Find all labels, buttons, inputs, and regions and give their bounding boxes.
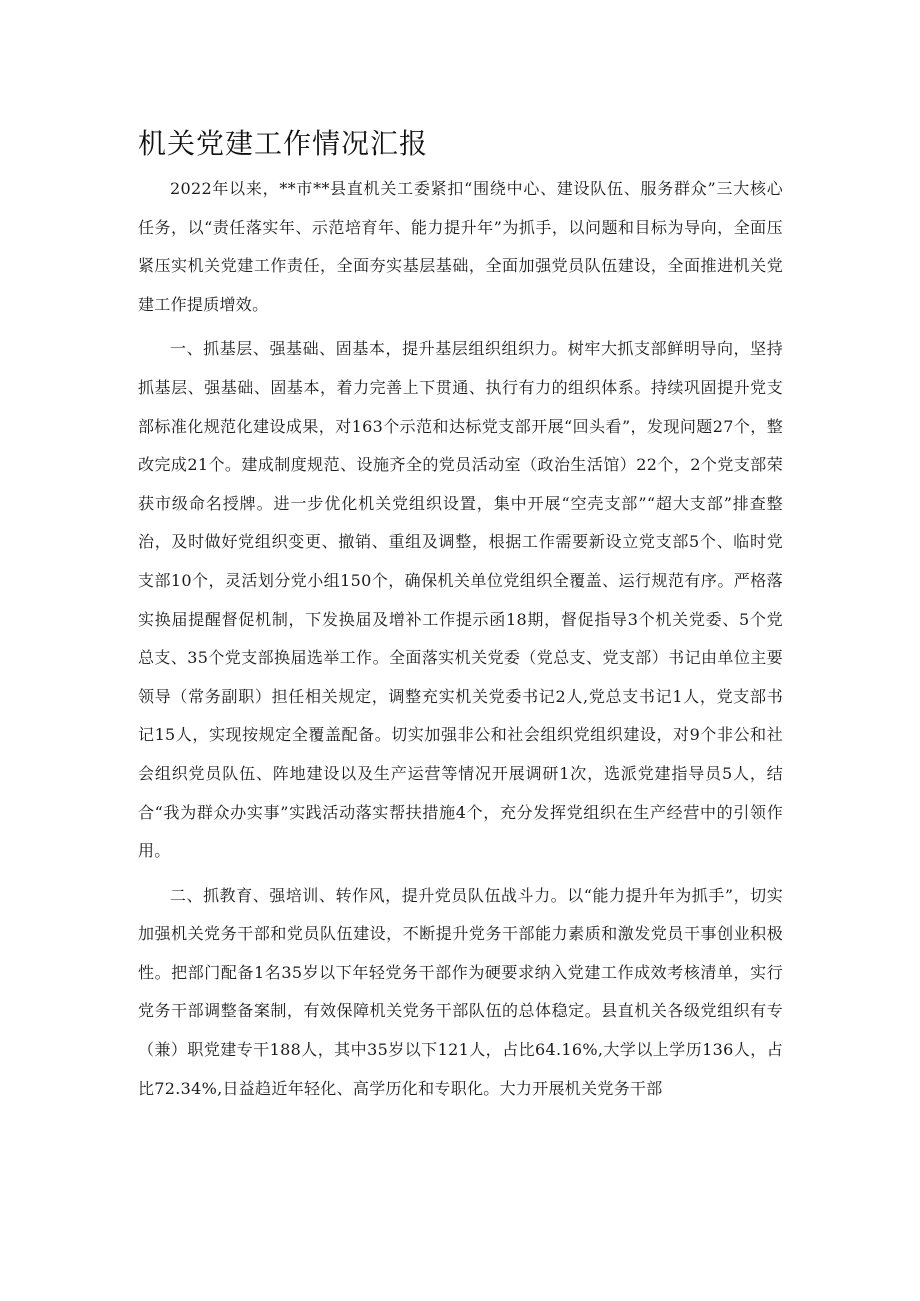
paragraph-section-1: 一、抓基层、强基础、固基本，提升基层组织组织力。树牢大抓支部鲜明导向，坚持抓基层、强基础、固基本，着力完善上下贯通、执行有力的组织体系。持续巩固提升党支部标准化规范化建设成果，对163个示范和达标党支部开展“回头看”，发现问题27个，整改完成21个。建成制度规范、设施齐全的党员活动室（政治生活馆）22个，2个党支部荣获市级命名授牌。进一步优化机关党组织设置，集中开展“空壳支部”“超大支部”排查整治，及时做好党组织变更、撤销、重组及调整，根据工作需要新设立党支部5个、临时党支部10个，灵活划分党小组150个，确保机关单位党组织全覆盖、运行规范有序。严格落实换届提醒督促机制，下发换届及增补工作提示函18期，督促指导3个机关党委、5个党总支、35个党支部换届选举工作。全面落实机关党委（党总支、党支部）书记由单位主要领导（常务副职）担任相关规定，调整充实机关党委书记2人,党总支书记1人，党支部书记15人，实现按规定全覆盖配备。切实加强非公和社会组织党组织建设，对9个非公和社会组织党员队伍、阵地建设以及生产运营等情况开展调研1次，选派党建指导员5人，结合“我为群众办实事”实践活动落实帮扶措施4个，充分发挥党组织在生产经营中的引领作用。 [138, 339, 783, 861]
document-title: 机关党建工作情况汇报 [138, 127, 429, 160]
document-body [138, 170, 783, 1108]
paragraph-section-2: 二、抓教育、强培训、转作风，提升党员队伍战斗力。以“能力提升年为抓手”，切实加强机关党务干部和党员队伍建设，不断提升党务干部能力素质和激发党员干事创业积极性。把部门配备1名35岁以下年轻党务干部作为硬要求纳入党建工作成效考核清单，实行党务干部调整备案制，有效保障机关党务干部队伍的总体稳定。县直机关各级党组织有专（兼）职党建专干188人，其中35岁以下121人，占比64.16%,大学以上学历136人，占比72.34%,日益趋近年轻化、高学历化和专职化。大力开展机关党务干部 [138, 885, 783, 1098]
paragraph-intro: 2022年以来，**市**县直机关工委紧扣“围绕中心、建设队伍、服务群众”三大核心任务，以“责任落实年、示范培育年、能力提升年”为抓手，以问题和目标为导向，全面压紧压实机关党建工作责任，全面夯实基层基础，全面加强党员队伍建设，全面推进机关党建工作提质增效。 [138, 179, 783, 314]
